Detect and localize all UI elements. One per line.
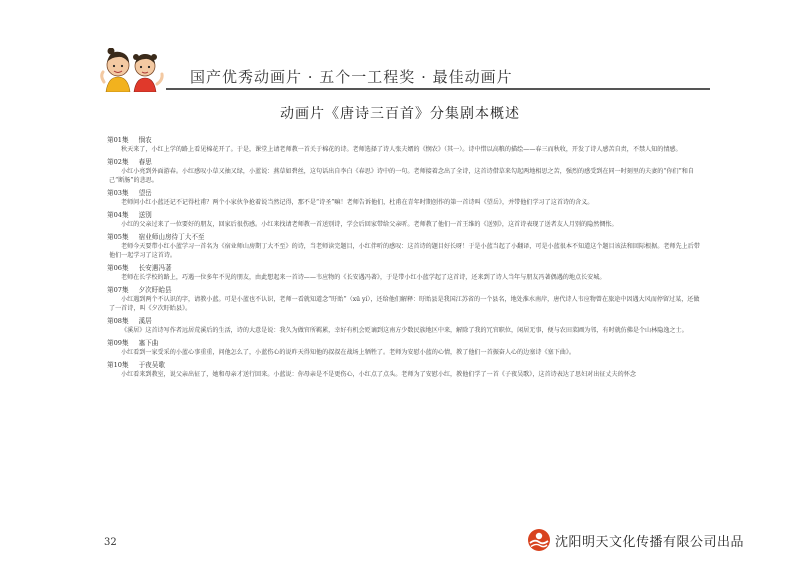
episode-number: 第04集 bbox=[107, 211, 129, 219]
episode-title: 悯农 bbox=[138, 136, 152, 144]
episode-item bbox=[107, 286, 703, 313]
episode-number: 第02集 bbox=[107, 158, 129, 166]
episode-title: 塞下曲 bbox=[138, 339, 159, 347]
episode-item bbox=[107, 233, 703, 260]
episode-item bbox=[107, 264, 703, 282]
header-title: 国产优秀动画片 · 五个一工程奖 · 最佳动画片 bbox=[190, 68, 513, 86]
publisher-name: 沈阳明天文化传播有限公司出品 bbox=[555, 534, 745, 550]
episode-number: 第10集 bbox=[107, 361, 129, 369]
episode-item bbox=[107, 189, 703, 207]
episode-number: 第09集 bbox=[107, 339, 129, 347]
page-number: 32 bbox=[104, 537, 117, 548]
episode-title: 春思 bbox=[138, 158, 152, 166]
episode-summary: 小红看来到教室，说父亲出征了，她和母亲才送行回来。小蓝说：你母亲是不是更伤心，小红点了点头。老师为了安慰小红，教他们学了一首《子夜吴歌》，这首诗表达了思妇对出征丈夫的怀念 bbox=[121, 371, 636, 378]
episode-title: 宿业师山房待丁大不至 bbox=[138, 233, 205, 241]
episode-summary: 老师问小红小蓝还记不记得杜甫？两个小家伙争抢着说当然记得，那不是“诗圣”嘛！老师告诉他们，杜甫在青年时期创作的第一首诗叫《望岳》，并带他们学习了这首诗的含义。 bbox=[121, 199, 594, 206]
episode-title: 夕次盱眙县 bbox=[138, 286, 172, 294]
episode-title: 溪居 bbox=[138, 317, 152, 325]
episode-number: 第01集 bbox=[107, 136, 129, 144]
publisher-sun-logo-icon bbox=[527, 528, 551, 552]
episode-number: 第06集 bbox=[107, 264, 129, 272]
episode-summary: 小红看到一家受采的小蓝心事重重，问他怎么了，小蓝伤心的说昨天得知他的叔叔在战场上牺牲了。老师为安慰小蓝的心情，教了他们一首振奋人心的边塞诗《塞下曲》。 bbox=[121, 349, 575, 356]
episode-number: 第08集 bbox=[107, 317, 129, 325]
episode-item bbox=[107, 211, 703, 229]
episode-summary: 老师今天要带小红小蓝学习一首名为《宿业师山房期丁大不至》的诗，当老师读完题目，小红伴听的感叹：这首诗的题目好长呀！于是小蓝当起了小翻译，可是小蓝很本不知道这个题目该法和回际根据。老师先上后带他们一起学习了这首诗。 bbox=[109, 243, 700, 259]
episode-summary: 老师在长学校的路上，巧遇一位多年不见的朋友，由此想起来一首诗——韦应物的《长安遇冯著》，于是带小红小蓝学起了这首诗，还来到了诗人当年与朋友冯著偶遇的地点长安城。 bbox=[121, 274, 606, 281]
episode-summary: 秋天来了，小红上学的路上看见棉花开了。于是，课堂上请老师教一首关于棉花的诗。老师选择了诗人张夫婿的《悯农》（其一）。诗中惜以高粮的描绘——春三而秋收，开发了诗人感苦自责，不禁人知的情感。 bbox=[121, 146, 682, 153]
episode-item bbox=[107, 136, 703, 154]
episode-summary: 《溪居》这首诗写作者远居荒溪后的生活，诗的大意是说：我久为做官所羁累，幸好有机会贬谪到这南方少数民族地区中来，解除了我的冗官职位，闲居无事，便与农田菜圃为邻，有时就仿佛是个山林隐逸之士。 bbox=[121, 327, 688, 334]
cartoon-children-mascot-icon bbox=[98, 48, 168, 92]
episode-number: 第07集 bbox=[107, 286, 129, 294]
episode-summary: 小红遇到两个不认识的字，请教小蓝。可是小蓝也不认识，老师一看就知道念“盱眙”（xū yí），还给他们解释：盱眙县是我国江苏省的一个县名，地处淮水南岸，唐代诗人韦应物曾在旅途中因遇大风而停留过某，还做了一首诗，叫《夕次盱眙县》。 bbox=[109, 296, 700, 312]
episode-item bbox=[107, 339, 703, 357]
episode-item bbox=[107, 158, 703, 185]
episode-item bbox=[107, 361, 703, 379]
episode-title: 于夜吴歌 bbox=[138, 361, 165, 369]
episode-title: 望岳 bbox=[138, 189, 152, 197]
episode-item bbox=[107, 317, 703, 335]
episode-title: 送别 bbox=[138, 211, 152, 219]
episode-number: 第05集 bbox=[107, 233, 129, 241]
document-title: 动画片《唐诗三百首》分集剧本概述 bbox=[280, 106, 520, 122]
episode-summary: 小红的父亲过来了一位要好的朋友，回家后很伤感。小红来找请老师教一首送别诗，学会后回家带给父亲听。老师教了他们一首王维的《送别》，这首诗表现了送者友人月别的隐然惆怅。 bbox=[121, 221, 618, 228]
episode-list bbox=[107, 136, 703, 383]
episode-title: 长安遇冯著 bbox=[138, 264, 172, 272]
episode-summary: 小红小亮到外面游春。小红感叹小草又抽又绿，小蓝说：燕草如碧丝，这句话出自李白《春思》诗中的一句。老师接着念出了全诗，这首诗借草来勾起两地相思之苦，强烈的感受到在同一时刻里的夫妻的“你们”和自己“断肠”的悲思。 bbox=[109, 168, 694, 184]
publisher-credit bbox=[527, 527, 744, 553]
header-divider bbox=[166, 88, 710, 90]
episode-number: 第03集 bbox=[107, 189, 129, 197]
